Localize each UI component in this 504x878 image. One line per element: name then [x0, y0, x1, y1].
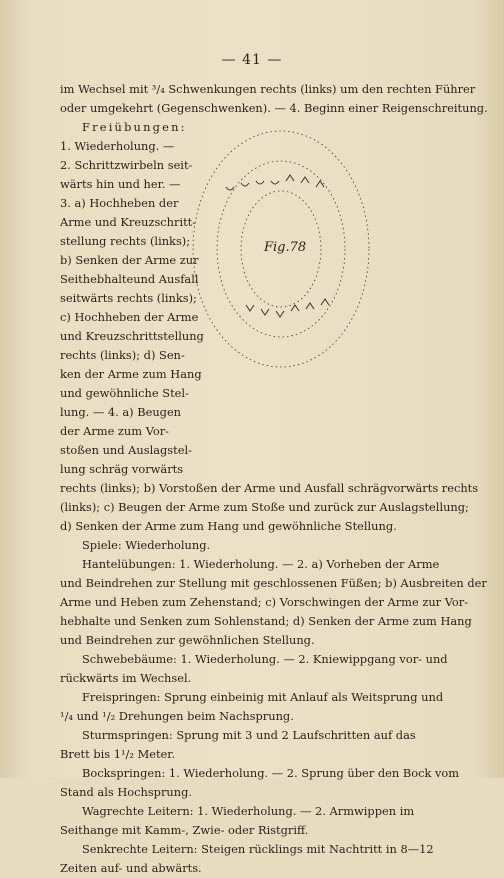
- text-line: Sturmspringen: Sprung mit 3 und 2 Laufschritten auf das: [82, 728, 416, 742]
- text-line: hebhalte und Senken zum Sohlenstand; d) Senken der Arme zum Hang: [60, 614, 472, 628]
- text-line: Senkrechte Leitern: Steigen rücklings mit Nachtritt in 8—12: [82, 842, 434, 856]
- performer-mark: [261, 309, 269, 315]
- text-line: Bockspringen: 1. Wiederholung. — 2. Sprung über den Bock vom: [82, 766, 460, 780]
- text-line: der Arme zum Vor-: [60, 424, 170, 438]
- text-line: Seithebhalteund Ausfall: [60, 272, 199, 286]
- text-line: und Beindrehen zur Stellung mit geschlossenen Füßen; b) Ausbreiten der: [60, 576, 487, 590]
- text-line: (links); c) Beugen der Arme zum Stoße und zurück zur Auslagstellung;: [60, 500, 469, 514]
- performer-mark: [276, 311, 284, 317]
- text-line: 3. a) Hochheben der: [60, 196, 179, 210]
- performer-mark: [256, 181, 264, 184]
- performer-mark: [241, 183, 249, 186]
- text-line: stoßen und Auslagstel-: [60, 443, 192, 457]
- figure-diagram: [186, 125, 376, 373]
- formation-figure: [186, 125, 376, 373]
- text-line: Schwebebäume: 1. Wiederholung. — 2. Kniewippgang vor- und: [82, 652, 448, 666]
- text-line: lung. — 4. a) Beugen: [60, 405, 182, 419]
- text-line: c) Hochheben der Arme: [60, 310, 199, 324]
- text-line: Stand als Hochsprung.: [60, 785, 192, 799]
- text-line: und Beindrehen zur gewöhnlichen Stellung.: [60, 633, 315, 647]
- performer-mark: [286, 175, 294, 181]
- text-line: Zeiten auf- und abwärts.: [60, 861, 202, 875]
- performer-mark: [301, 177, 309, 183]
- text-line: Brett bis 1¹/₂ Meter.: [60, 747, 176, 761]
- text-line: rückwärts im Wechsel.: [60, 671, 192, 685]
- text-line: wärts hin und her. —: [60, 177, 181, 191]
- text-line: 1. Wiederholung. —: [60, 139, 175, 153]
- text-line: oder umgekehrt (Gegenschwenken). — 4. Beginn einer Reigenschreitung.: [60, 101, 488, 115]
- text-line: ¹/₄ und ¹/₂ Drehungen beim Nachsprung.: [60, 709, 294, 723]
- text-line: Arme und Kreuzschritt-: [60, 215, 197, 229]
- text-line: im Wechsel mit ³/₄ Schwenkungen rechts (links) um den rechten Führer: [60, 82, 476, 96]
- text-line: d) Senken der Arme zum Hang und gewöhnliche Stellung.: [60, 519, 397, 533]
- text-line: seitwärts rechts (links);: [60, 291, 197, 305]
- text-line: rechts (links); d) Sen-: [60, 348, 185, 362]
- text-line: ken der Arme zum Hang: [60, 367, 202, 381]
- performer-mark: [246, 305, 254, 311]
- text-line: Wagrechte Leitern: 1. Wiederholung. — 2. Armwippen im: [82, 804, 415, 818]
- text-line: Hantelübungen: 1. Wiederholung. — 2. a) Vorheben der Arme: [82, 557, 440, 571]
- text-line: lung schräg vorwärts: [60, 462, 184, 476]
- text-line: stellung rechts (links);: [60, 234, 191, 248]
- performer-mark: [306, 303, 314, 309]
- text-line: Freispringen: Sprung einbeinig mit Anlauf als Weitsprung und: [82, 690, 444, 704]
- performer-mark: [316, 181, 324, 187]
- performer-mark: [271, 181, 279, 184]
- text-line: Spiele: Wiederholung.: [82, 538, 211, 552]
- performer-mark: [291, 305, 299, 311]
- text-line: Seithange mit Kamm-, Zwie- oder Ristgriff.: [60, 823, 309, 837]
- section-heading: Freiübungen:: [82, 120, 187, 134]
- figure-label: Fig.78: [264, 240, 307, 255]
- text-line: 2. Schrittzwirbeln seit-: [60, 158, 193, 172]
- text-line: rechts (links); b) Vorstoßen der Arme und Ausfall schrägvorwärts rechts: [60, 481, 479, 495]
- performer-mark: [226, 187, 234, 190]
- text-line: und Kreuzschrittstellung: [60, 329, 204, 343]
- text-line: b) Senken der Arme zur: [60, 253, 199, 267]
- text-line: Arme und Heben zum Zehenstand; c) Vorschwingen der Arme zur Vor-: [60, 595, 469, 609]
- page-number: — 41 —: [221, 52, 283, 68]
- performer-mark: [321, 299, 329, 305]
- text-line: und gewöhnliche Stel-: [60, 386, 189, 400]
